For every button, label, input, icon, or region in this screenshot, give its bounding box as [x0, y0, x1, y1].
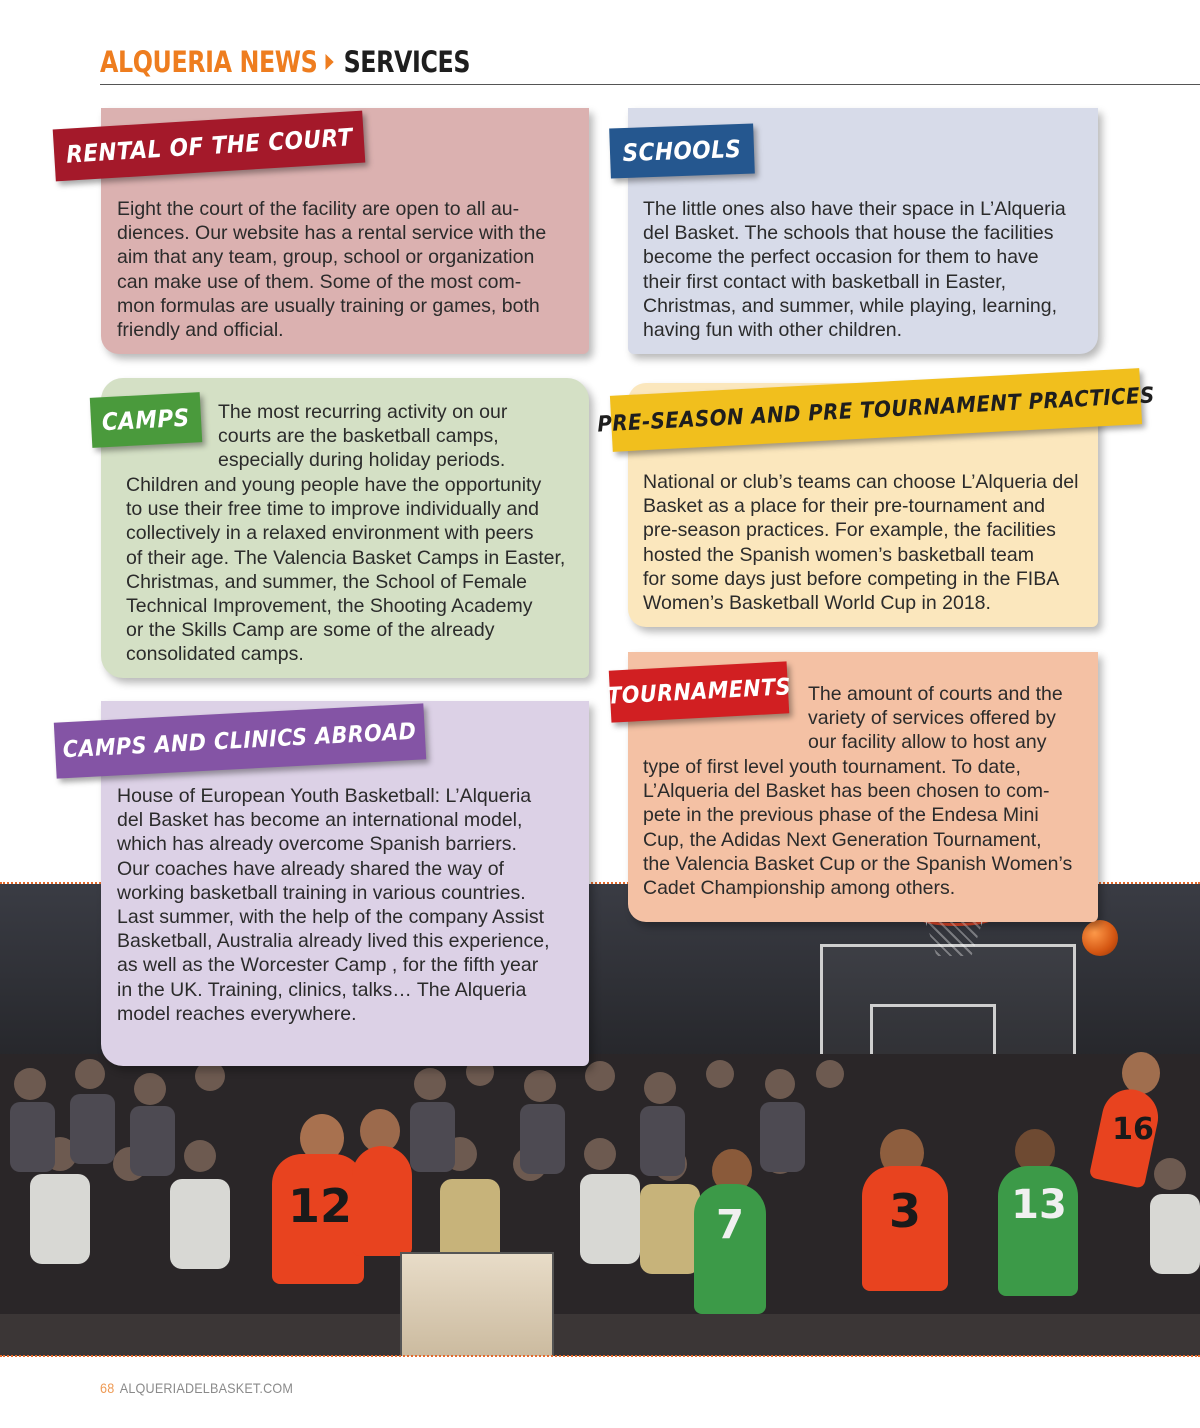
schools-title-tag — [609, 124, 755, 179]
preseason-text: National or club’s teams can choose L’Alqueria del Basket as a place for their pre-tournament and pre-season practices. For example, the facilities hosted the Spanish women’s basketball team for some days just before competing in the FIBA Women’s Basketball World Cup in 2018. — [643, 471, 1079, 615]
tournaments-text-top: The amount of courts and the variety of services offered by our facility allow to host any — [808, 683, 1063, 754]
page-footer — [100, 1380, 293, 1396]
camps-text-top: The most recurring activity on our courts are the basketball camps, especially during holiday periods. — [218, 401, 508, 472]
player-head — [1122, 1052, 1160, 1094]
website-link[interactable]: ALQUERIADELBASKET.COM — [119, 1380, 294, 1396]
rental-title: RENTAL OF THE COURT — [64, 123, 354, 169]
tournaments-title-tag — [606, 661, 792, 722]
page-number: 68 — [100, 1380, 115, 1396]
rental-text: Eight the court of the facility are open to all au- diences. Our website has a rental service with the aim that any team, group, school or organization can make use of them. Some of the most com- mon formulas are usually training or games, both friendly and official. — [117, 198, 547, 342]
camps-title-tag — [90, 392, 202, 448]
camps-text-bottom: Children and young people have the opportunity to use their free time to improve individually and collectively in a relaxed environment with peers of their age. The Valencia Basket Camps in Easter, Christmas, and summer, the School of Female Technical Improvement, the Shooting Academy or the Skills Camp are some of the already consolidated camps. — [126, 474, 566, 666]
player-orange-jersey — [352, 1146, 412, 1256]
jersey-number: 12 — [287, 1179, 352, 1233]
jersey-number: 13 — [1011, 1182, 1067, 1228]
section-title: ALQUERIA NEWS — [100, 45, 318, 79]
breadcrumb-arrow-icon — [326, 54, 334, 70]
jersey-number: 16 — [1112, 1112, 1154, 1147]
tournaments-title: TOURNAMENTS — [606, 674, 792, 710]
subsection-title: SERVICES — [343, 45, 471, 79]
schools-title: SCHOOLS — [622, 134, 742, 168]
header-divider — [100, 84, 1200, 85]
page-header — [100, 42, 470, 82]
abroad-text: House of European Youth Basketball: L’Alqueria del Basket has become an international model, which has already overcome Spanish barriers. Our coaches have already shared the way of working basketball training in various countries. Last summer, with the help of the company Assist Basketball, Australia already lived this experience, as well as the Worcester Camp , for the fifth year in the UK. Training, clinics, talks… The Alqueria model reaches everywhere. — [117, 785, 550, 1025]
preseason-title: PRE-SEASON AND PRE TOURNAMENT PRACTICES — [596, 382, 1156, 438]
jersey-number: 7 — [716, 1202, 744, 1248]
camps-title: CAMPS — [101, 403, 191, 437]
photo-bottom-border — [0, 1355, 1200, 1357]
schools-text: The little ones also have their space in L’Alqueria del Basket. The schools that house the facilities become the perfect occasion for them to have their first contact with basketball in Easter, Christmas, and summer, while playing, learning, having fun with other children. — [643, 198, 1066, 342]
jersey-number: 3 — [888, 1184, 921, 1238]
fan-banner — [400, 1252, 554, 1356]
tournaments-text-bottom: type of first level youth tournament. To date, L’Alqueria del Basket has been chosen to com- pete in the previous phase of the Endesa Mini Cup, the Adidas Next Generation Tournament, the Valencia Basket Cup or the Spanish Women’s Cadet Championship among others. — [643, 756, 1073, 900]
abroad-title: CAMPS AND CLINICS ABROAD — [62, 718, 418, 764]
basketball — [1082, 920, 1118, 956]
